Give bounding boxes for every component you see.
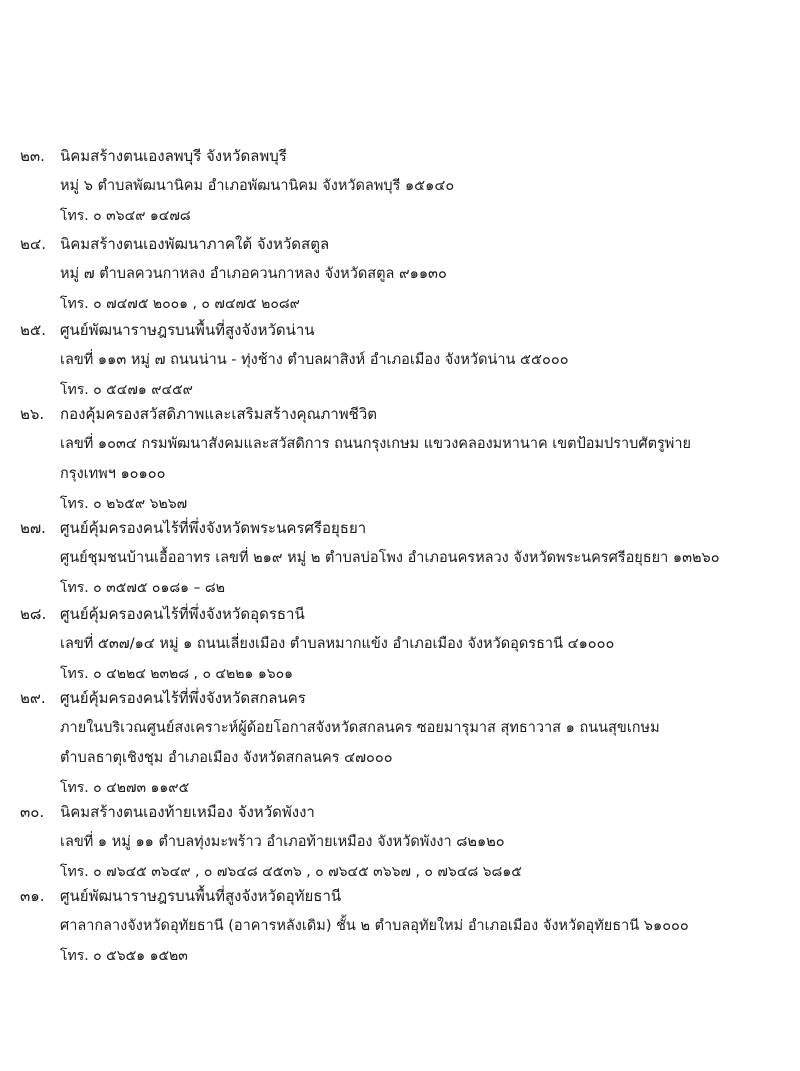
entry-address-cont: ตำบลธาตุเชิงชุม อำเภอเมือง จังหวัดสกลนคร ๔๗๐๐๐: [60, 750, 393, 766]
entry-phone: โทร. ๐ ๗๖๔๕ ๓๖๔๙ , ๐ ๗๖๔๘ ๔๕๓๖ , ๐ ๗๖๔๕ ๓๖๖๗ , ๐ ๗๖๔๘ ๖๘๑๕: [60, 864, 522, 880]
entry-title: กองคุ้มครองสวัสดิภาพและเสริมสร้างคุณภาพชีวิต: [60, 405, 378, 423]
entry-address: หมู่ ๖ ตำบลพัฒนานิคม อำเภอพัฒนานิคม จังหวัดลพบุรี ๑๕๑๔๐: [60, 178, 455, 194]
entry-phone: โทร. ๐ ๓๕๗๕ ๐๑๘๑ – ๘๒: [60, 580, 225, 596]
entry-address: ศาลากลางจังหวัดอุทัยธานี (อาคารหลังเดิม) ชั้น ๒ ตำบลอุทัยใหม่ อำเภอเมือง จังหวัดอุทัยธานี ๖๑๐๐๐: [60, 918, 689, 934]
entry-phone: โทร. ๐ ๒๖๕๙ ๖๒๖๗: [60, 496, 188, 512]
entry-title: ศูนย์พัฒนาราษฎรบนพื้นที่สูงจังหวัดอุทัยธานี: [60, 887, 342, 905]
entry-address: หมู่ ๗ ตำบลควนกาหลง อำเภอควนกาหลง จังหวัดสตูล ๙๑๑๓๐: [60, 266, 447, 282]
entry-number: ๓๑.: [20, 887, 45, 905]
entry-number: ๒๗.: [20, 519, 46, 537]
entry-address: เลขที่ ๑๐๓๔ กรมพัฒนาสังคมและสวัสดิการ ถนนกรุงเกษม แขวงคลองมหานาค เขตป้อมปราบศัตรูพ่าย: [60, 436, 691, 452]
entry-number: ๒๓.: [20, 147, 45, 165]
entry-phone: โทร. ๐ ๗๔๗๕ ๒๐๐๑ , ๐ ๗๔๗๕ ๒๐๘๙: [60, 296, 300, 312]
entry-title: นิคมสร้างตนเองพัฒนาภาคใต้ จังหวัดสตูล: [60, 235, 330, 253]
entry-address: เลขที่ ๑ หมู่ ๑๑ ตำบลทุ่งมะพร้าว อำเภอท้ายเหมือง จังหวัดพังงา ๘๒๑๒๐: [60, 834, 505, 850]
entry-phone: โทร. ๐ ๕๖๕๑ ๑๕๒๓: [60, 948, 188, 964]
entry-phone: โทร. ๐ ๓๖๔๙ ๑๔๗๘: [60, 208, 191, 224]
entry-title: นิคมสร้างตนเองท้ายเหมือง จังหวัดพังงา: [60, 803, 315, 821]
entry-number: ๒๖.: [20, 405, 45, 423]
entry-address: เลขที่ ๕๓๗/๑๔ หมู่ ๑ ถนนเลี่ยงเมือง ตำบลหมากแข้ง อำเภอเมือง จังหวัดอุดรธานี ๔๑๐๐๐: [60, 636, 615, 652]
entry-phone: โทร. ๐ ๔๒๗๓ ๑๑๙๕: [60, 780, 190, 796]
entry-number: ๒๔.: [20, 235, 47, 253]
entry-number: ๒๙.: [20, 689, 46, 707]
entry-address-cont: กรุงเทพฯ ๑๐๑๐๐: [60, 466, 166, 482]
entry-number: ๒๘.: [20, 605, 47, 623]
entry-phone: โทร. ๐ ๕๔๗๑ ๙๔๕๙: [60, 382, 193, 398]
entry-number: ๓๐.: [20, 803, 45, 821]
entry-title: ศูนย์คุ้มครองคนไร้ที่พึ่งจังหวัดสกลนคร: [60, 689, 306, 707]
entry-title: ศูนย์คุ้มครองคนไร้ที่พึ่งจังหวัดพระนครศรีอยุธยา: [60, 519, 367, 537]
entry-title: ศูนย์คุ้มครองคนไร้ที่พึ่งจังหวัดอุดรธานี: [60, 605, 305, 623]
entry-address: เลขที่ ๑๑๓ หมู่ ๗ ถนนน่าน - ทุ่งช้าง ตำบลผาสิงห์ อำเภอเมือง จังหวัดน่าน ๕๕๐๐๐: [60, 352, 569, 368]
entry-title: ศูนย์พัฒนาราษฎรบนพื้นที่สูงจังหวัดน่าน: [60, 321, 315, 339]
entry-number: ๒๕.: [20, 321, 47, 339]
entry-address: ศูนย์ชุมชนบ้านเอื้ออาทร เลขที่ ๒๑๙ หมู่ ๒ ตำบลบ่อโพง อำเภอนครหลวง จังหวัดพระนครศรีอยุธยา ๑๓๒๖๐: [60, 550, 720, 566]
entry-phone: โทร. ๐ ๔๒๒๔ ๒๓๒๘ , ๐ ๔๒๒๑ ๑๖๐๑: [60, 666, 294, 682]
entry-title: นิคมสร้างตนเองลพบุรี จังหวัดลพบุรี: [60, 147, 287, 165]
entry-address: ภายในบริเวณศูนย์สงเคราะห์ผู้ด้อยโอกาสจังหวัดสกลนคร ซอยมารุมาส สุทธาวาส ๑ ถนนสุขเกษม: [60, 720, 660, 736]
